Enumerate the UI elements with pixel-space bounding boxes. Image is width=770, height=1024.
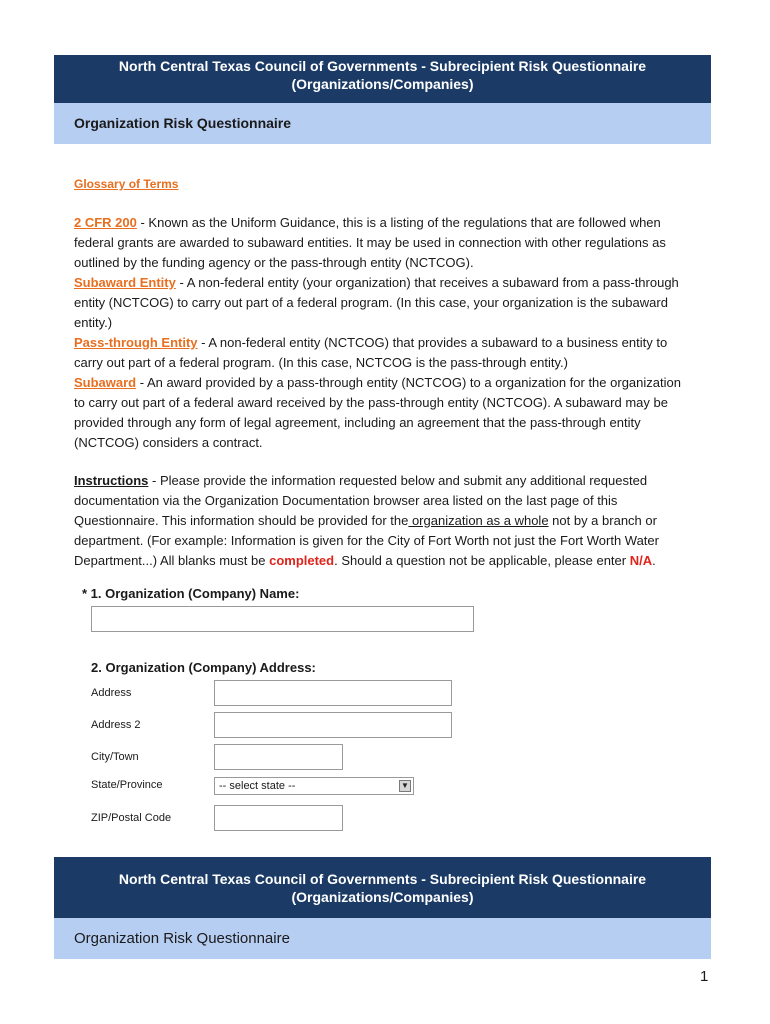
glossary-definition: - An award provided by a pass-through entity (NCTCOG) to a organization for the organization to carry out part of a federal award received by the pass-through entity (NCTCOG). A subaward may be provided through any form of legal agreement, including an agreement that the pass-through entity (NCTCOG) considers a contract. (74, 375, 681, 450)
address-input[interactable] (214, 680, 452, 706)
header-subtitle: Organization Risk Questionnaire (74, 115, 292, 131)
glossary-entry-subaward-entity (74, 273, 684, 333)
instructions-text: - Please provide the information requested below and submit any additional requested documentation via the Organization Documentation browser area listed on the last page of this Questionnaire. This information should be provided for the (74, 473, 648, 528)
organization-name-input[interactable] (91, 606, 474, 632)
footer-banner (54, 857, 711, 918)
address2-input[interactable] (214, 712, 452, 738)
instructions-label: Instructions (74, 473, 149, 488)
glossary-term: Subaward Entity (74, 275, 176, 290)
glossary-heading: Glossary of Terms (74, 177, 179, 191)
glossary-term: 2 CFR 200 (74, 215, 137, 230)
city-label: City/Town (91, 751, 139, 763)
zip-label: ZIP/Postal Code (91, 812, 172, 824)
question2-label: 2. Organization (Company) Address: (91, 660, 316, 675)
header-subtitle-bar (54, 103, 711, 144)
instructions-section (74, 471, 684, 571)
instructions-text: . (652, 553, 656, 568)
instructions-completed: completed (269, 553, 335, 568)
city-input[interactable] (214, 744, 343, 770)
address-label: Address (91, 687, 132, 699)
glossary-definition: - A non-federal entity (NCTCOG) that provides a subaward to a business entity to carry out part of a federal program. (In this case, NCTCOG is the pass-through entity.) (74, 335, 668, 370)
instructions-paragraph (74, 471, 684, 571)
chevron-down-icon[interactable]: ▼ (399, 780, 411, 792)
state-select-value: -- select state -- (219, 780, 296, 792)
instructions-text: not by a branch or department. (For example: Information is given for the City of Fort Worth not just the Fort Worth Water Department...) All blanks must be (74, 513, 659, 568)
glossary-definition: - Known as the Uniform Guidance, this is a listing of the regulations that are followed when federal grants are awarded to subaward entities. It may be used in connection with other regulations as outlined by the funding agency or the pass-through entity (NCTCOG). (74, 215, 666, 270)
glossary-term: Pass-through Entity (74, 335, 198, 350)
footer-subtitle: Organization Risk Questionnaire (74, 930, 290, 947)
glossary-entry-pass-through (74, 333, 684, 373)
instructions-underlined: organization as a whole (408, 513, 549, 528)
state-select[interactable] (214, 777, 414, 795)
instructions-na: N/A (629, 553, 653, 568)
question1-label: * 1. Organization (Company) Name: (82, 586, 300, 601)
footer-title-line1: North Central Texas Council of Governments - Subrecipient Risk Questionnaire (118, 871, 647, 887)
footer-subtitle-bar (54, 918, 711, 959)
address2-label: Address 2 (91, 719, 141, 731)
header-banner (54, 55, 711, 103)
glossary-entry-cfr (74, 213, 684, 273)
instructions-text: . Should a question not be applicable, please enter (334, 553, 630, 568)
header-title-line2: (Organizations/Companies) (291, 76, 474, 92)
footer-title-line2: (Organizations/Companies) (291, 889, 474, 905)
glossary-definition: - A non-federal entity (your organization) that receives a subaward from a pass-through entity (NCTCOG) to carry out part of a federal program. (In this case, your organization is the subaward entity.) (74, 275, 679, 330)
header-title-line1: North Central Texas Council of Governments - Subrecipient Risk Questionnaire (118, 58, 647, 74)
glossary-section (74, 174, 684, 453)
glossary-entry-subaward (74, 373, 684, 453)
page-number: 1 (700, 968, 709, 985)
glossary-term: Subaward (74, 375, 137, 390)
zip-input[interactable] (214, 805, 343, 831)
state-label: State/Province (91, 779, 163, 791)
